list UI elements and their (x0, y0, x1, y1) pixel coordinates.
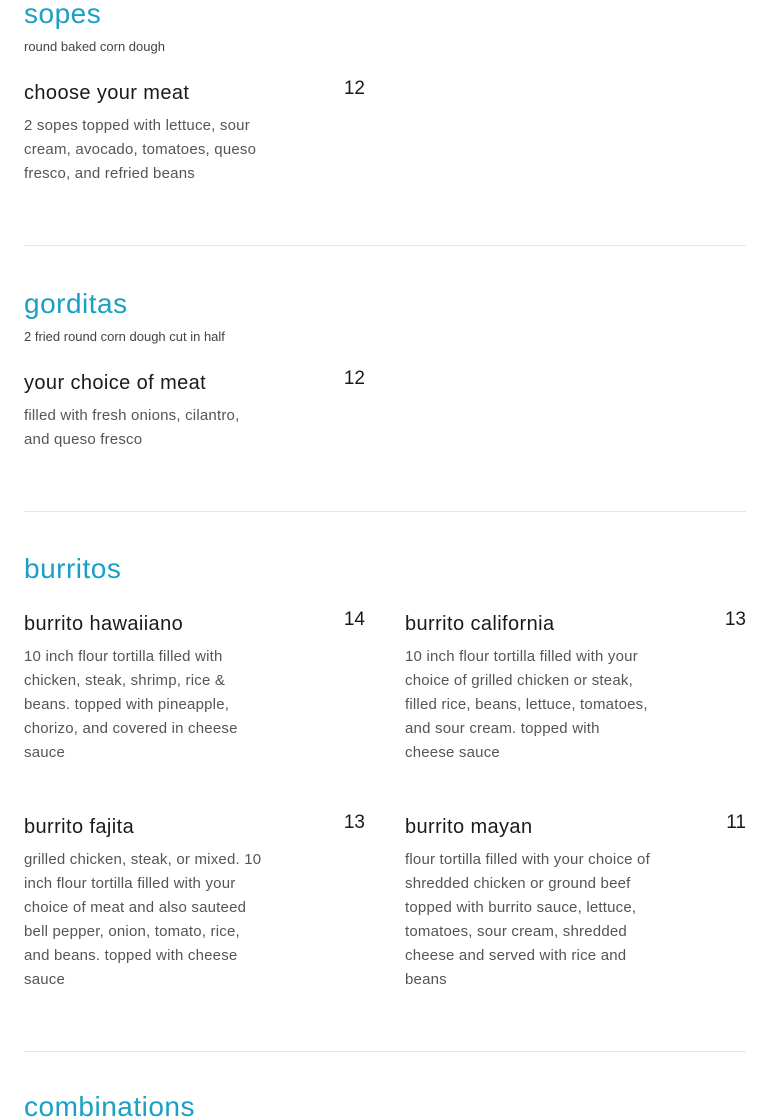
item-description: grilled chicken, steak, or mixed. 10 inch flour tortilla filled with your choice of meat and also sauteed bell pepper, onion, tomato, rice, and beans. topped with cheese sauce (24, 851, 262, 988)
item-price: 12 (343, 78, 365, 99)
section-divider (24, 511, 746, 512)
item-price: 11 (726, 812, 746, 833)
category-title-burritos: burritos (24, 553, 122, 584)
item-description: 2 sopes topped with lettuce, sour cream, avocado, tomatoes, queso fresco, and refried beans (24, 117, 257, 182)
section-gorditas (24, 290, 746, 500)
item-description: filled with fresh onions, cilantro, and queso fresco (24, 407, 240, 448)
section-combinations (24, 1093, 746, 1120)
item-description: flour tortilla filled with your choice of shredded chicken or ground beef topped with burrito sauce, lettuce, tomatoes, sour cream, shredded cheese and served with rice and beans (405, 851, 650, 988)
item-price: 14 (343, 609, 365, 630)
category-title-gorditas: gorditas (24, 288, 128, 319)
item-description: 10 inch flour tortilla filled with your choice of grilled chicken or steak, filled rice, beans, lettuce, tomatoes, and sour cream. topped with cheese sauce (405, 648, 648, 761)
section-divider (24, 245, 746, 246)
category-subtitle-gorditas: 2 fried round corn dough cut in half (24, 329, 225, 344)
item-name: burrito mayan (405, 816, 533, 838)
item-price: 12 (343, 368, 365, 389)
section-burritos (24, 555, 746, 1035)
item-name: your choice of meat (24, 372, 207, 394)
item-price: 13 (343, 812, 365, 833)
category-title-combinations: combinations (24, 1093, 195, 1120)
item-price: 13 (724, 609, 746, 630)
item-description: 10 inch flour tortilla filled with chicken, steak, shrimp, rice & beans. topped with pineapple, chorizo, and covered in cheese sauce (24, 648, 238, 761)
item-name: choose your meat (24, 82, 190, 104)
item-name: burrito california (405, 613, 555, 635)
section-sopes (24, 0, 746, 240)
item-name: burrito hawaiiano (24, 613, 184, 635)
category-subtitle-sopes: round baked corn dough (24, 39, 165, 54)
category-title-sopes: sopes (24, 0, 102, 29)
section-divider (24, 1051, 746, 1052)
item-name: burrito fajita (24, 816, 135, 838)
